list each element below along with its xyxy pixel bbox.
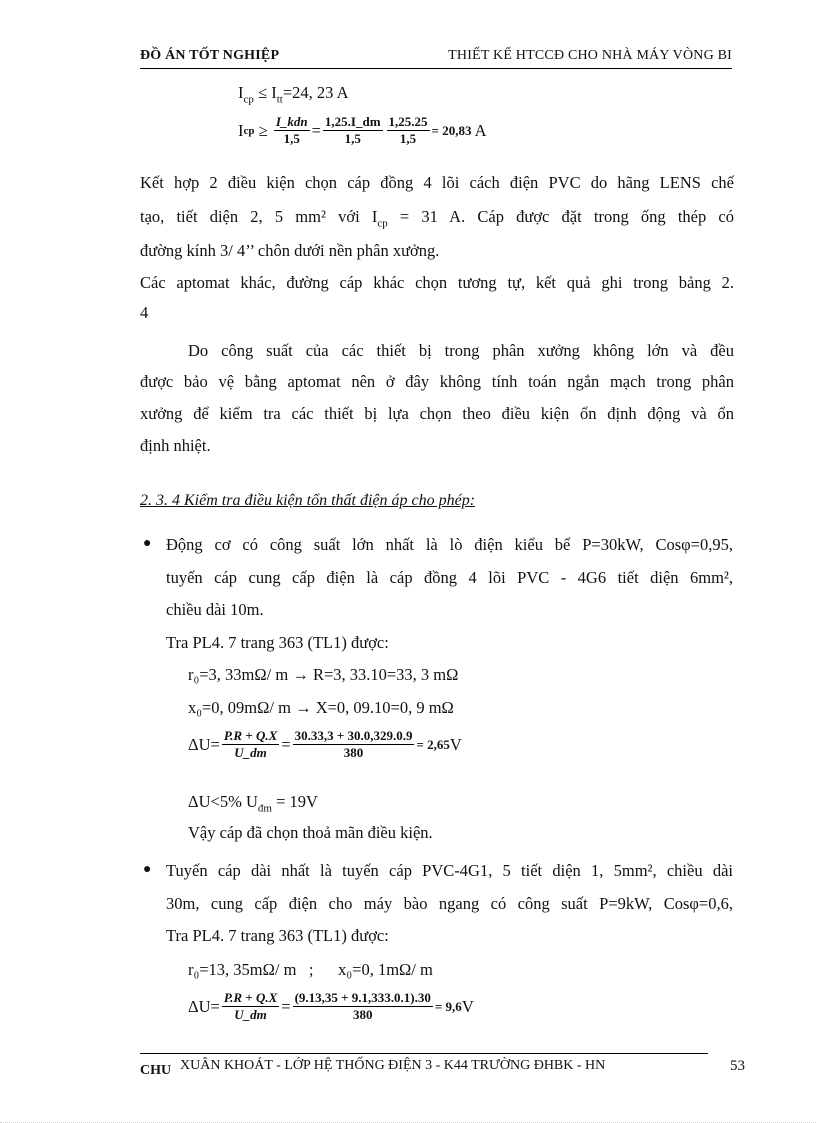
bullet1-line1: Động cơ có công suất lớn nhất là lò điện kiểu bể P=30kW, Cosφ=0,95, xyxy=(166,535,733,554)
formula-icp-le: $I_{cp} \le I_{tt}=24$, 23 A xyxy=(238,83,349,106)
paragraph-cable-line1: Kết hợp 2 điều kiện chọn cáp đồng 4 lõi cách điện PVC do hãng LENS chế xyxy=(140,173,734,192)
fraction-idm: $\frac{1,25.I\_dm}{1,5}$ xyxy=(324,114,381,146)
bullet1-voltage-drop-formula: ΔU= $\frac{P.R + Q.X}{U\_dm}$ = $\frac{30.33,3 + 30.0,329.0.9}{380}$ = 2,65 V xyxy=(188,728,462,760)
page-number: 53 xyxy=(730,1058,745,1074)
paragraph-aptomat-line2: 4 xyxy=(140,303,149,322)
bullet1-conclusion: Vậy cáp đã chọn thoả mãn điều kiện. xyxy=(188,823,433,842)
bullet2-table-ref: Tra PL4. 7 trang 363 (TL1) được: xyxy=(166,926,389,945)
bullet1-line2: tuyến cáp cung cấp điện là cáp đồng 4 lõi PVC - 4G6 tiết diện 6mm², xyxy=(166,568,733,587)
fraction-pr-qx: $\frac{P.R + Q.X}{U\_dm}$ xyxy=(223,990,278,1022)
bullet1-table-ref: Tra PL4. 7 trang 363 (TL1) được: xyxy=(166,633,389,652)
header-left: ĐỒ ÁN TỐT NGHIỆP xyxy=(140,48,280,63)
paragraph-shortcircuit-line2: được bảo vệ bằng aptomat nên ở đây không tính toán ngắn mạch trong phân xyxy=(140,372,734,391)
footer-rule xyxy=(140,1053,708,1054)
bullet2-line2: 30m, cung cấp điện cho máy bào ngang có công suất P=9kW, Cosφ=0,6, xyxy=(166,894,733,913)
paragraph-shortcircuit-line1: Do công suất của các thiết bị trong phân xưởng không lớn và đều xyxy=(188,341,734,360)
formula-icp-ge: I cp ≥ $\frac{\text{I\_kdn}}{1,5}$ = $\frac{1,25.I\_dm}{1,5}$ $\frac{1,25.25}{1,5}$ = 20,83 A xyxy=(238,114,487,146)
section-title: 2. 3. 4 Kiểm tra điều kiện tổn thất điện áp cho phép: xyxy=(140,492,476,509)
paragraph-aptomat-line1: Các aptomat khác, đường cáp khác chọn tương tự, kết quả ghi trong bảng 2. xyxy=(140,273,734,292)
bullet1-line3: chiều dài 10m. xyxy=(166,600,264,619)
bullet-dot-icon: ● xyxy=(143,536,152,551)
fraction-voltage-values: $\frac{(9.13,35 + 9.1,333.0.1).30}{380}$ xyxy=(294,990,431,1022)
fraction-pr-qx: $\frac{P.R + Q.X}{U\_dm}$ xyxy=(223,728,278,760)
footer-prefix: CHU xyxy=(140,1063,172,1078)
bullet2-line1: Tuyến cáp dài nhất là tuyến cáp PVC-4G1, 5 tiết diện 1, 5mm², chiều dài xyxy=(166,861,733,880)
fraction-values: $\frac{1,25.25}{1,5}$ xyxy=(388,114,428,146)
fraction-ikdn: $\frac{\text{I\_kdn}}{1,5}$ xyxy=(275,114,308,146)
bullet1-r0: r₀=3, 33mΩ/ m → R=3, 33.10=33, 3 mΩ xyxy=(188,665,459,684)
fraction-voltage-values: $\frac{30.33,3 + 30.0,329.0.9}{380}$ xyxy=(294,728,413,760)
paragraph-cable-line2: tạo, tiết diện 2, 5 mm² với $I_{cp} = 31$ A. Cáp được đặt trong ống thép có xyxy=(140,207,734,230)
bullet1-x0: x₀=0, 09mΩ/ m → X=0, 09.10=0, 9 mΩ xyxy=(188,698,454,717)
paragraph-cable-line3: đường kính 3/ 4’’ chôn dưới nền phân xưởng. xyxy=(140,241,440,260)
header-right: THIẾT KẾ HTCCĐ CHO NHÀ MÁY VÒNG BI xyxy=(448,48,732,63)
bullet1-voltage-limit: ΔU<5% $U_{đm} = 19V$ xyxy=(188,792,318,815)
footer-text: XUÂN KHOÁT - LỚP HỆ THỐNG ĐIỆN 3 - K44 TRƯỜNG ĐHBK - HN xyxy=(180,1058,606,1073)
paragraph-shortcircuit-line4: định nhiệt. xyxy=(140,436,211,455)
paragraph-shortcircuit-line3: xưởng để kiểm tra các thiết bị lựa chọn theo điều kiện ổn định động và ổn xyxy=(140,404,734,423)
bullet2-r0-x0: r₀=13, 35mΩ/ m ; x₀=0, 1mΩ/ m xyxy=(188,960,433,979)
header-rule xyxy=(140,68,732,69)
bullet-dot-icon: ● xyxy=(143,862,152,877)
bullet2-voltage-drop-formula: ΔU= $\frac{P.R + Q.X}{U\_dm}$ = $\frac{(9.13,35 + 9.1,333.0.1).30}{380}$ = 9,6 V xyxy=(188,990,474,1022)
